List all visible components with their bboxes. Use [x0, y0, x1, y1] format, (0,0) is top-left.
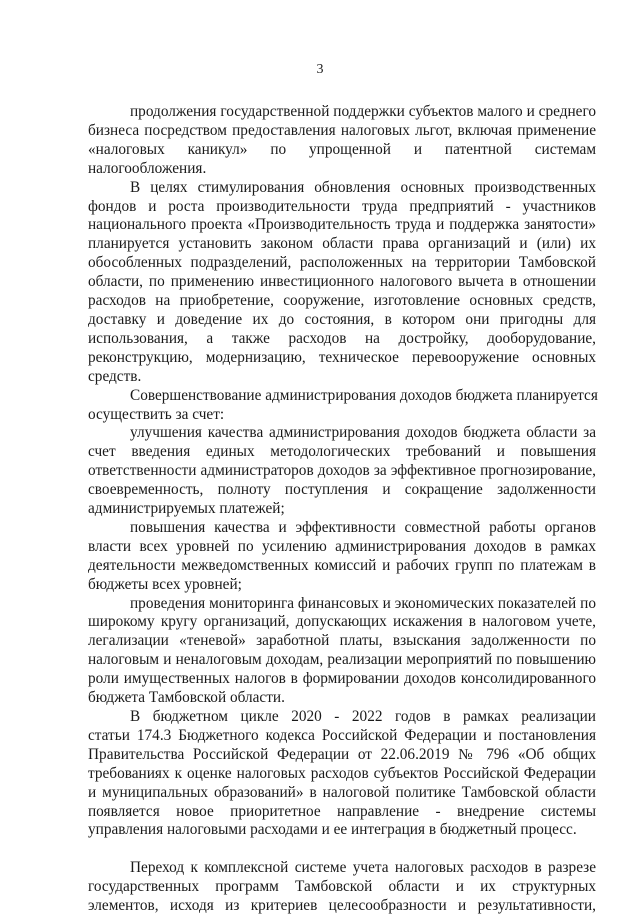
text-line: улучшения качества администрирования доходов бюджета области за	[130, 424, 596, 442]
text-line: легализации «теневой» заработной платы, взыскания задолженности по	[88, 632, 596, 650]
text-line: налоговым и неналоговым доходам, реализации мероприятий по повышению	[88, 651, 596, 669]
text-line: счет введения единых методологических требований и повышения	[88, 443, 596, 461]
text-line: бизнеса посредством предоставления налоговых льгот, включая применение	[88, 121, 596, 139]
text-line: бюджеты всех уровней;	[88, 575, 242, 593]
text-line: Совершенствование администрирования доходов бюджета планируется	[130, 386, 598, 404]
document-body	[88, 103, 596, 916]
text-line: деятельности межведомственных комиссий и рабочих групп по платежам в	[88, 556, 596, 574]
text-line: государственных программ Тамбовской области и их структурных	[88, 878, 596, 896]
text-line: власти всех уровней по усилению администрирования доходов в рамках	[88, 537, 596, 555]
text-line: элементов, исходя из критериев целесообразности и результативности,	[88, 897, 596, 915]
page-number: 3	[316, 62, 324, 77]
text-line: области, по применению инвестиционного налогового вычета в отношении	[88, 273, 596, 291]
text-line: роли имущественных налогов в формировании доходов консолидированного	[88, 670, 596, 688]
text-line: В бюджетном цикле 2020 - 2022 годов в рамках реализации	[130, 708, 596, 725]
text-line: бюджета Тамбовской области.	[88, 689, 285, 707]
text-line: широкому кругу организаций, допускающих искажения в налоговом учете,	[88, 613, 596, 631]
text-line	[88, 840, 596, 859]
text-line: национального проекта «Производительность труда и поддержка занятости»	[88, 216, 596, 234]
text-line: «налоговых каникул» по упрощенной и патентной системам	[88, 140, 596, 158]
text-line: доставку и доведение их до состояния, в котором они пригодны для	[88, 310, 596, 328]
text-line: планируется установить законом области права организаций и (или) их	[88, 235, 596, 253]
text-line: продолжения государственной поддержки субъектов малого и среднего	[130, 103, 596, 120]
text-line: ответственности администраторов доходов за эффективное прогнозирование,	[88, 462, 596, 480]
text-line: В целях стимулирования обновления основных производственных	[130, 178, 596, 196]
text-line: статьи 174.3 Бюджетного кодекса Российской Федерации и постановления	[88, 726, 596, 744]
text-line: своевременность, полноту поступления и сокращение задолженности	[88, 481, 596, 499]
text-line: повышения качества и эффективности совместной работы органов	[130, 518, 596, 536]
text-line: обособленных подразделений, расположенных на территории Тамбовской	[88, 254, 596, 272]
text-line: средств.	[88, 367, 142, 385]
text-line: осуществить за счет:	[88, 405, 225, 423]
text-line: налогообложения.	[88, 159, 207, 177]
text-line: использования, а также расходов на достройку, дооборудование,	[88, 329, 596, 347]
text-line: фондов и роста производительности труда предприятий - участников	[88, 197, 596, 215]
text-line: расходов на приобретение, сооружение, изготовление основных средств,	[88, 292, 596, 310]
text-line: управления налоговыми расходами и ее интеграция в бюджетный процесс.	[88, 821, 577, 839]
text-line: требованиях к оценке налоговых расходов субъектов Российской Федерации	[88, 764, 596, 782]
text-line: администрируемых платежей;	[88, 500, 285, 518]
text-line: проведения мониторинга финансовых и экономических показателей по	[130, 594, 596, 612]
text-line: и муниципальных образований» в налоговой политике Тамбовской области	[88, 783, 596, 801]
text-line: Правительства Российской Федерации от 22.06.2019 № 796 «Об общих	[88, 745, 596, 763]
text-line: появляется новое приоритетное направление - внедрение системы	[88, 802, 596, 820]
text-line: реконструкцию, модернизацию, техническое перевооружение основных	[88, 348, 596, 366]
text-line: Переход к комплексной системе учета налоговых расходов в разрезе	[130, 859, 596, 877]
